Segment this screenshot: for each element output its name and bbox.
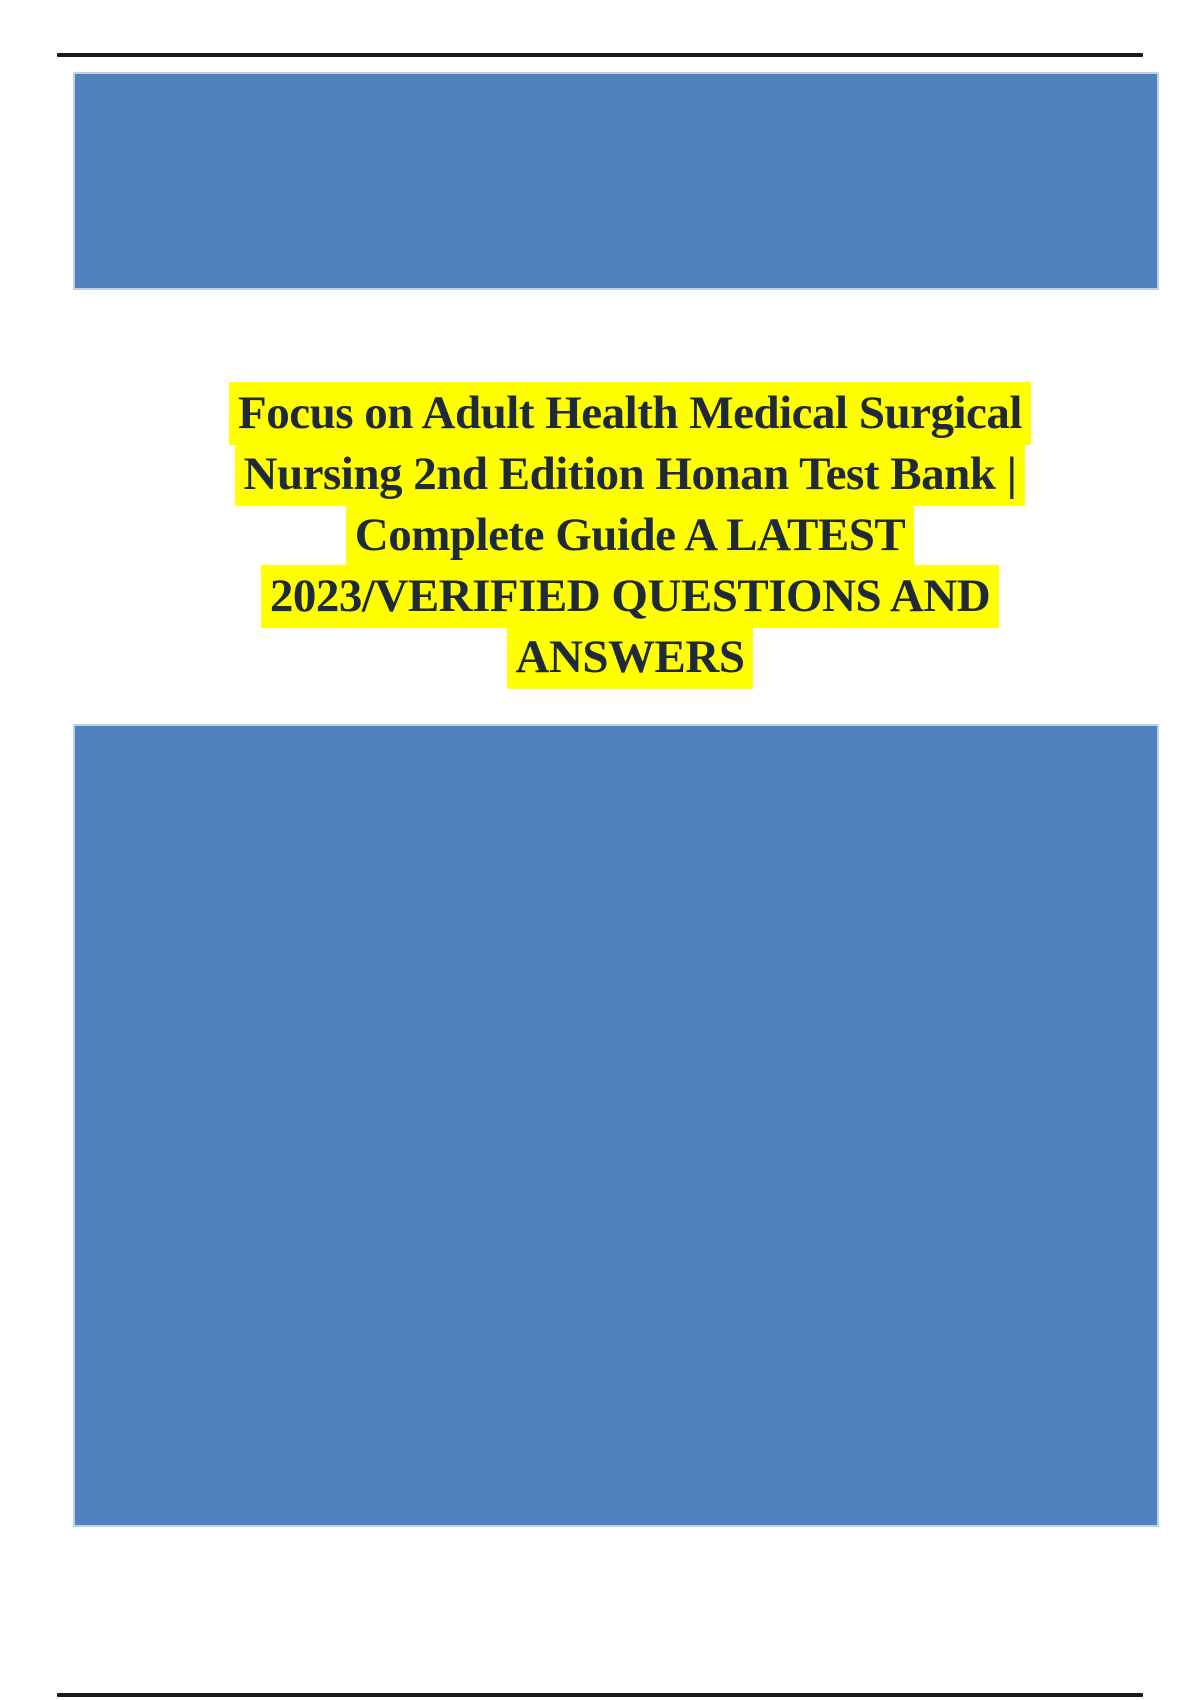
cover-title-line-5: ANSWERS <box>507 626 754 689</box>
cover-title-line-2: Nursing 2nd Edition Honan Test Bank | <box>235 443 1026 506</box>
body-rectangle <box>73 724 1159 1527</box>
cover-title <box>87 383 1173 688</box>
cover-title-line-1: Focus on Adult Health Medical Surgical <box>229 382 1031 445</box>
header-banner-rectangle <box>73 72 1159 290</box>
bottom-horizontal-rule <box>57 1693 1143 1697</box>
cover-title-line-3: Complete Guide A LATEST <box>346 504 914 567</box>
top-horizontal-rule <box>57 53 1143 57</box>
cover-title-line-4: 2023/VERIFIED QUESTIONS AND <box>261 565 999 628</box>
